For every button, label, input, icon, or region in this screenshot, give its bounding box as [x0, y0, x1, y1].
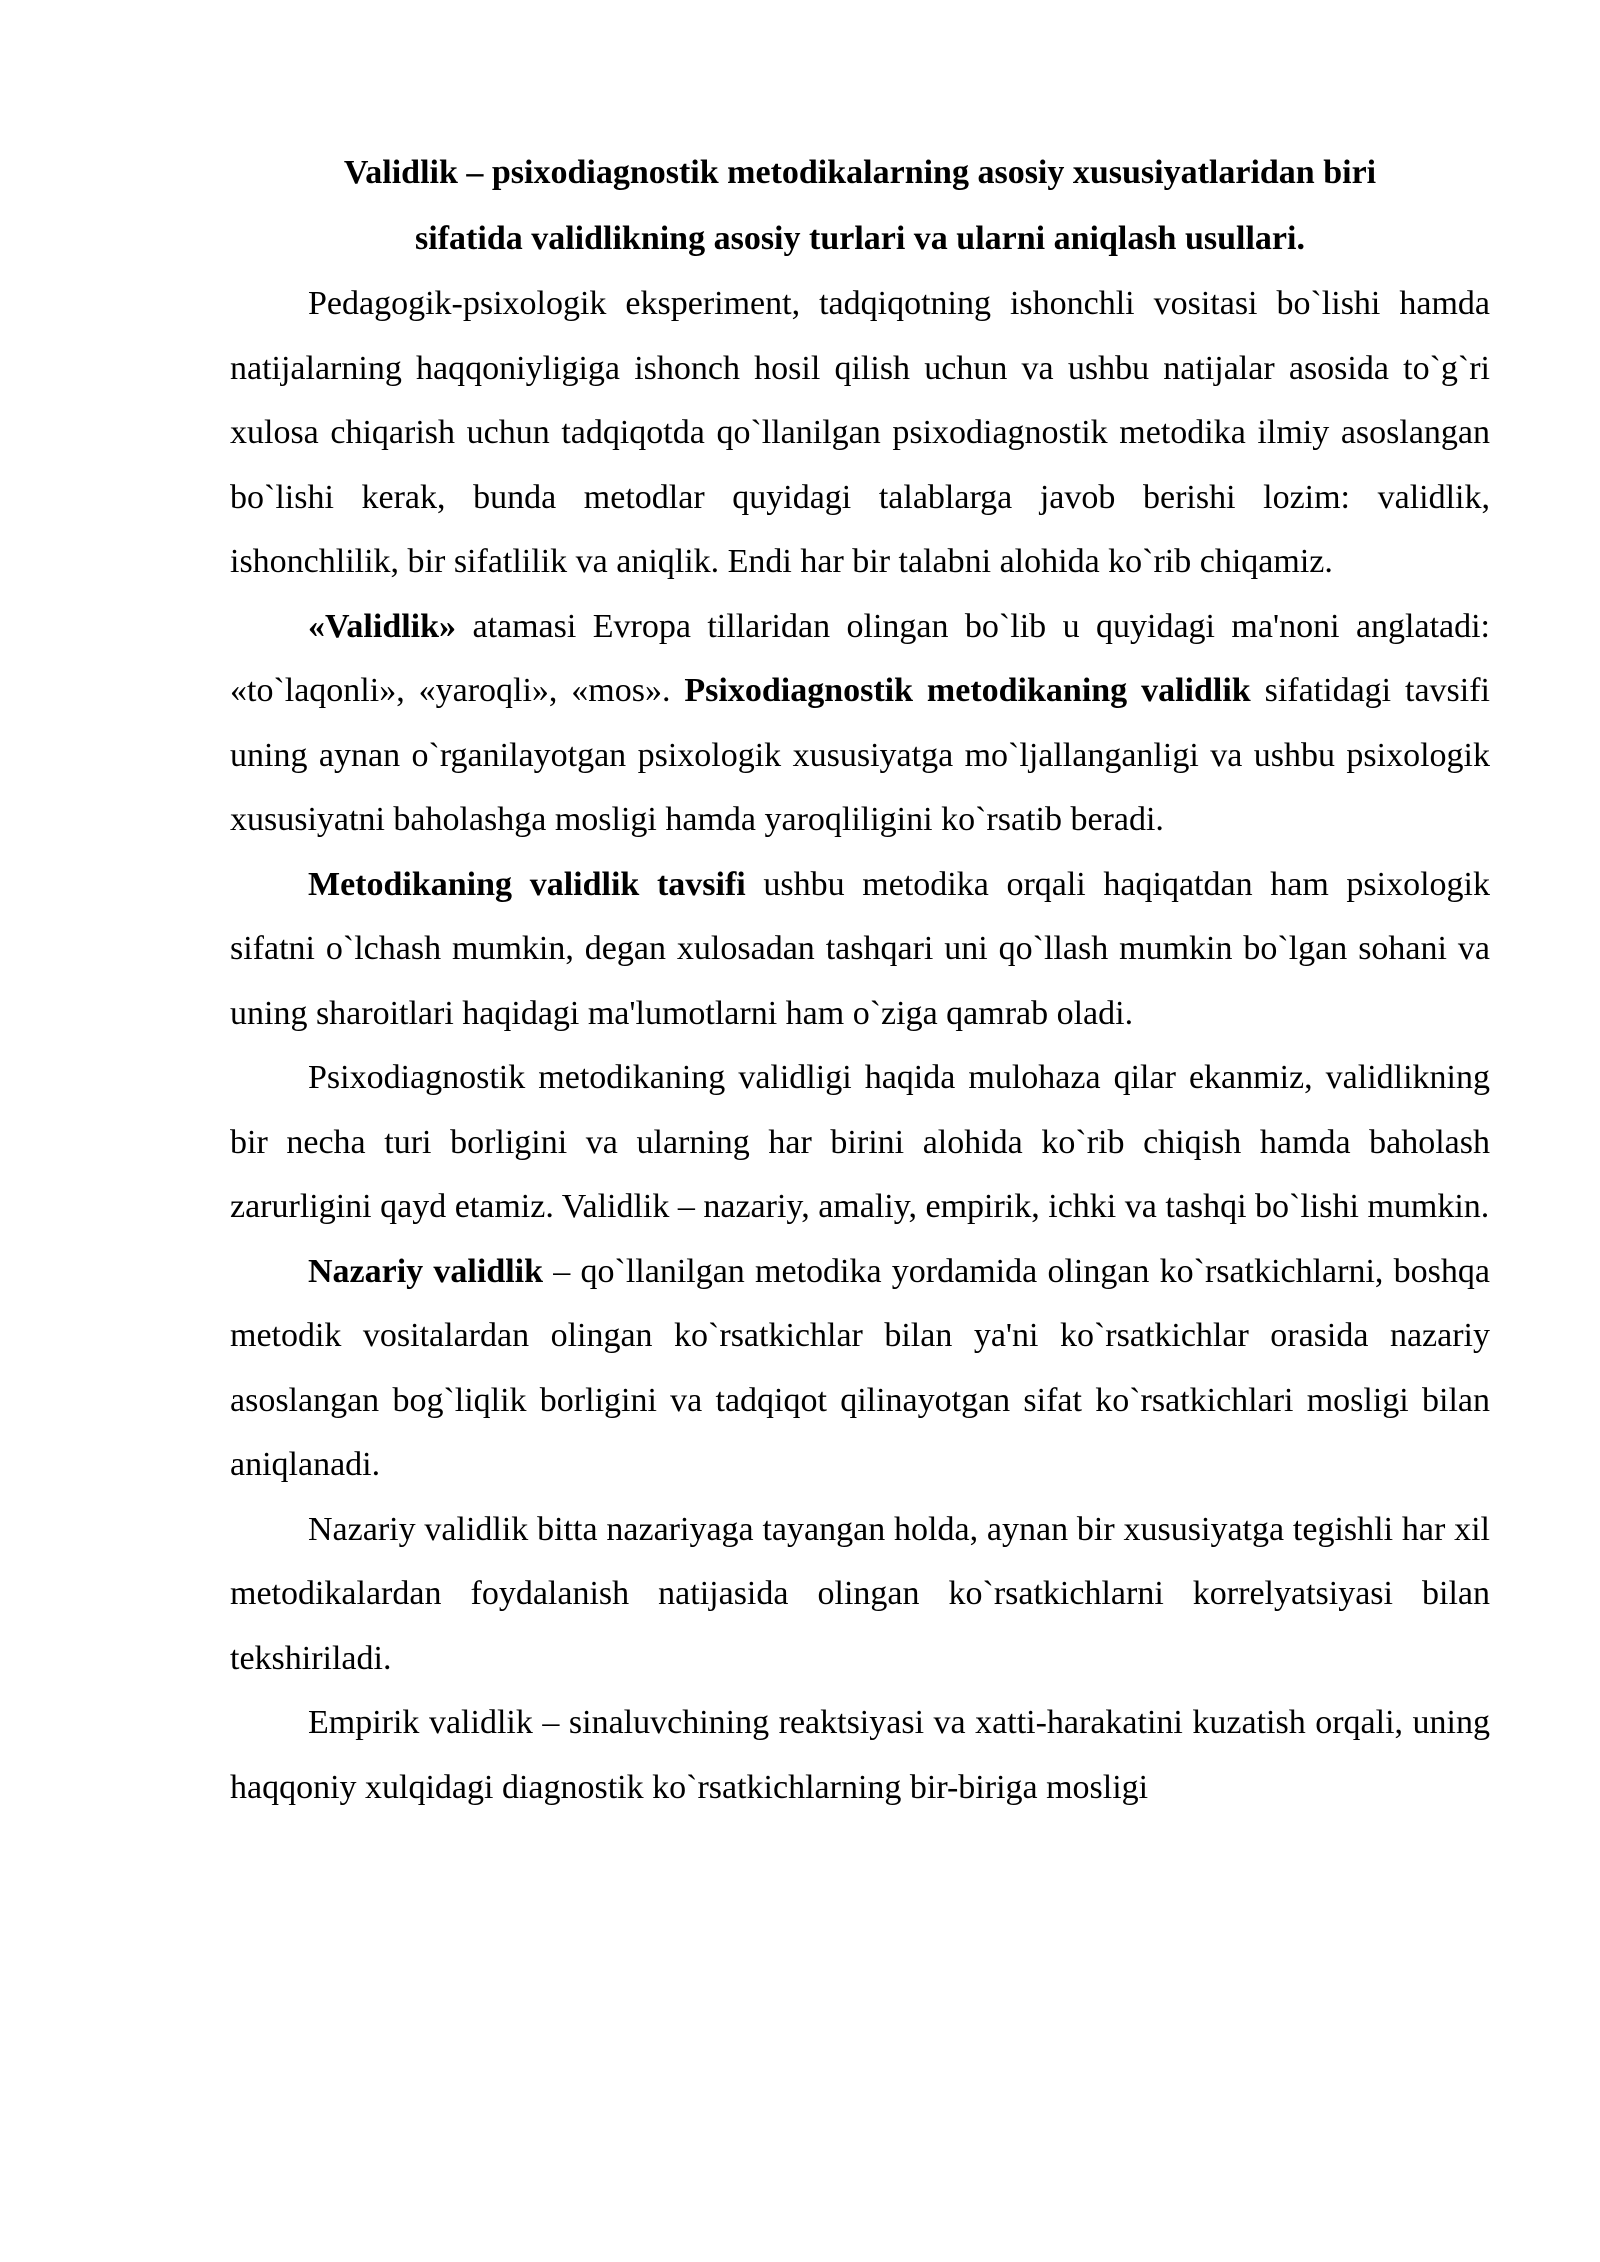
paragraph-nazariy-validlik: [230, 1240, 1490, 1498]
title-line-1: Validlik – psixodiagnostik metodikalarning asosiy xususiyatlaridan biri: [343, 154, 1377, 191]
paragraph-validlik-definition: [230, 595, 1490, 853]
term-validlik: «Validlik»: [308, 607, 457, 645]
paragraph-text: atamasi Evropa tillaridan olingan bo`lib u quyidagi ma'noni anglatadi: «to`laqonli», «yaroqli», «mos».: [230, 607, 1490, 709]
paragraph-text: sifatidagi tavsifi uning aynan o`rganilayotgan psixologik xususiyatga mo`ljallanganligi va ushbu psixologik xususiyatni baholashga mosligi hamda yaroqliligini ko`rsatib beradi.: [230, 672, 1490, 838]
document-title: [230, 140, 1490, 272]
document-page: [230, 140, 1490, 1820]
term-psixodiagnostik-validlik: Psixodiagnostik metodikaning validlik: [684, 672, 1251, 709]
paragraph-nazariy-validlik-tekshirish: Nazariy validlik bitta nazariyaga tayangan holda, aynan bir xususiyatga tegishli har xil metodikalardan foydalanish natijasida olingan ko`rsatkichlarni korrelyatsiyasi bilan tekshiriladi.: [230, 1510, 1490, 1677]
paragraph-text: – qo`llanilgan metodika yordamida olingan ko`rsatkichlarni, boshqa metodik vositalardan olingan ko`rsatkichlar bilan ya'ni ko`rsatkichlar orasida nazariy asoslangan bog`liqlik borligini va tadqiqot qilinayotgan sifat ko`rsatkichlari mosligi bilan aniqlanadi.: [230, 1252, 1490, 1483]
paragraph-validlik-tavsifi: [230, 853, 1490, 1047]
term-nazariy-validlik: Nazariy validlik: [308, 1252, 544, 1290]
paragraph-intro: Pedagogik-psixologik eksperiment, tadqiqotning ishonchli vositasi bo`lishi hamda natijalarning haqqoniyligiga ishonch hosil qilish uchun va ushbu natijalar asosida to`g`ri xulosa chiqarish uchun tadqiqotda qo`llanilgan psixodiagnostik metodika ilmiy asoslangan bo`lishi kerak, bunda metodlar quyidagi talablarga javob berishi lozim: validlik, ishonchlilik, bir sifatlilik va aniqlik. Endi har bir talabni alohida ko`rib chiqamiz.: [230, 285, 1490, 580]
paragraph-validlik-turlari: Psixodiagnostik metodikaning validligi haqida mulohaza qilar ekanmiz, validlikning bir necha turi borligini va ularning har birini alohida ko`rib chiqish hamda baholash zarurligini qayd etamiz. Validlik – nazariy, amaliy, empirik, ichki va tashqi bo`lishi mumkin.: [230, 1059, 1490, 1225]
paragraph-empirik-validlik: Empirik validlik – sinaluvchining reaktsiyasi va xatti-harakatini kuzatish orqali, uning haqqoniy xulqidagi diagnostik ko`rsatkichlarning bir-biriga mosligi: [230, 1704, 1490, 1806]
term-metodikaning-validlik-tavsifi: Metodikaning validlik tavsifi: [308, 865, 746, 903]
title-line-2: sifatida validlikning asosiy turlari va ularni aniqlash usullari.: [415, 220, 1305, 257]
paragraph-text: ushbu metodika orqali haqiqatdan ham psixologik sifatni o`lchash mumkin, degan xulosadan tashqari uni qo`llash mumkin bo`lgan sohani va uning sharoitlari haqidagi ma'lumotlarni ham o`ziga qamrab oladi.: [230, 865, 1490, 1032]
